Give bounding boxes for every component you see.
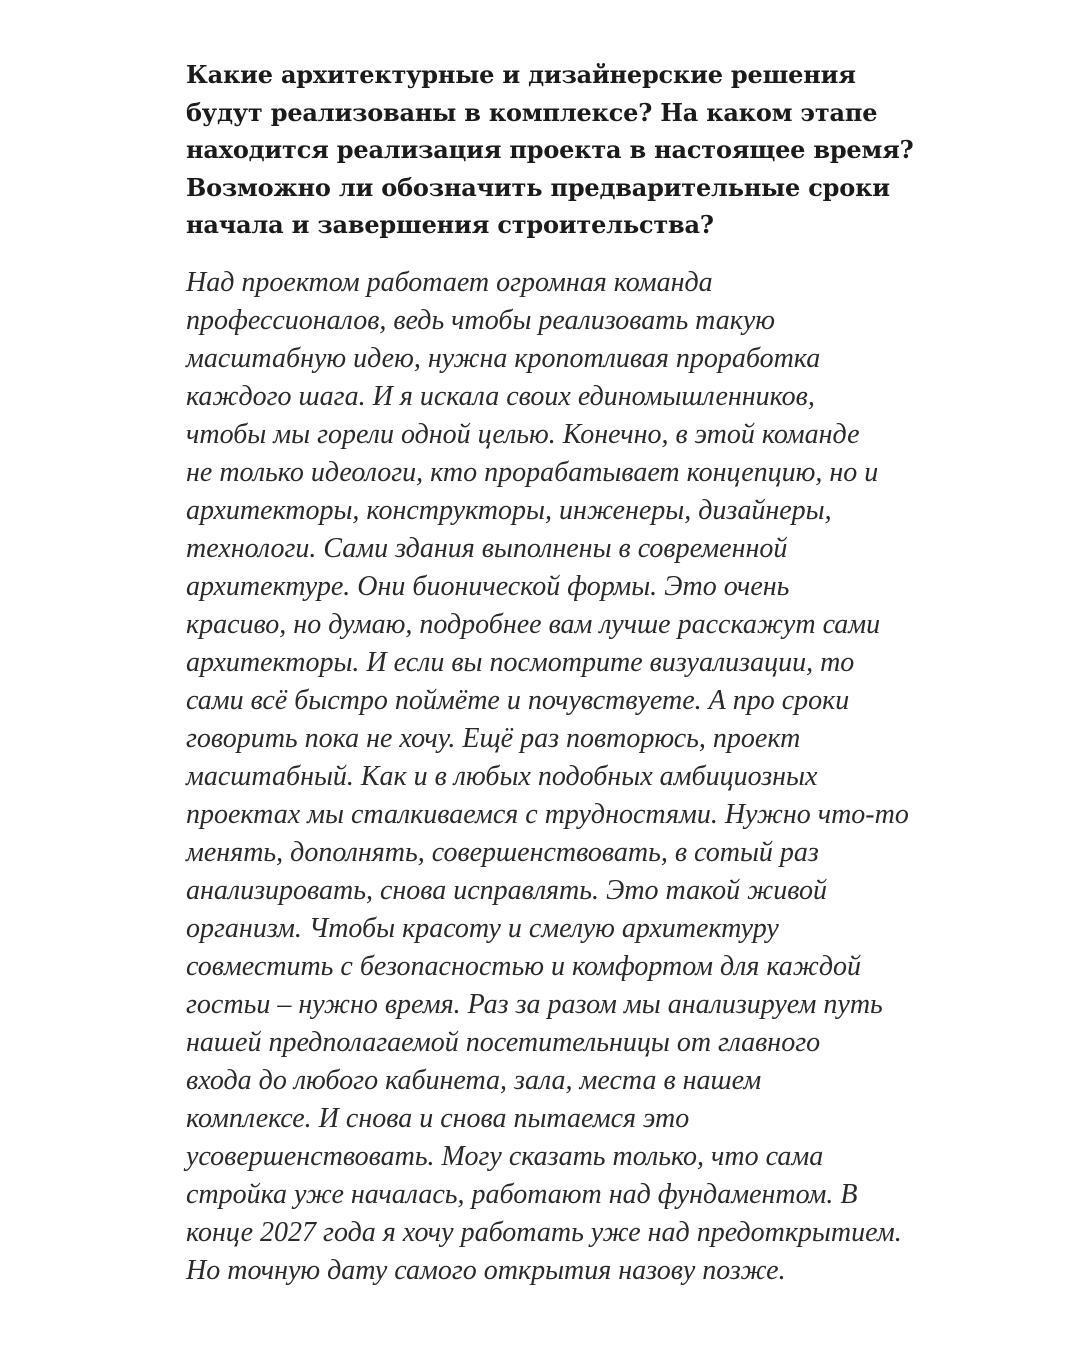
answer-line: анализировать, снова исправлять. Это такой живой <box>186 875 827 906</box>
answer-line: организм. Чтобы красоту и смелую архитектуру <box>186 913 779 944</box>
answer-line: технологи. Сами здания выполнены в современной <box>186 533 788 564</box>
interview-question <box>186 56 914 244</box>
answer-line: комплексе. И снова и снова пытаемся это <box>186 1103 690 1134</box>
answer-line: не только идеологи, кто прорабатывает концепцию, но и <box>186 457 879 488</box>
answer-line: стройка уже началась, работают над фундаментом. В <box>186 1179 858 1210</box>
answer-line: каждого шага. И я искала своих единомышленников, <box>186 381 815 412</box>
answer-line: усовершенствовать. Могу сказать только, что сама <box>186 1141 824 1172</box>
answer-line: проектах мы сталкиваемся с трудностями. Нужно что-то <box>186 799 909 830</box>
question-line: начала и завершения строительства? <box>186 210 714 240</box>
answer-line: архитектуре. Они бионической формы. Это очень <box>186 571 790 602</box>
answer-line: чтобы мы горели одной целью. Конечно, в этой команде <box>186 419 860 450</box>
answer-line: масштабную идею, нужна кропотливая проработка <box>186 343 821 374</box>
answer-line: архитекторы. И если вы посмотрите визуализации, то <box>186 647 855 678</box>
answer-line: профессионалов, ведь чтобы реализовать такую <box>186 305 776 336</box>
question-line: будут реализованы в комплексе? На каком этапе <box>186 97 878 127</box>
answer-line: входа до любого кабинета, зала, места в нашем <box>186 1065 762 1096</box>
answer-line: Над проектом работает огромная команда <box>186 267 713 298</box>
answer-line: сами всё быстро поймёте и почувствуете. А про сроки <box>186 685 850 716</box>
answer-line: гостьи – нужно время. Раз за разом мы анализируем путь <box>186 989 883 1020</box>
question-line: Возможно ли обозначить предварительные сроки <box>186 172 890 202</box>
question-line: Какие архитектурные и дизайнерские решения <box>186 60 856 89</box>
answer-line: нашей предполагаемой посетительницы от главного <box>186 1027 821 1058</box>
answer-line: менять, дополнять, совершенствовать, в сотый раз <box>186 837 819 868</box>
answer-line: конце 2027 года я хочу работать уже над предоткрытием. <box>186 1217 902 1248</box>
answer-line: совместить с безопасностью и комфортом для каждой <box>186 951 861 982</box>
question-line: находится реализация проекта в настоящее время? <box>186 135 914 165</box>
answer-line: говорить пока не хочу. Ещё раз повторюсь, проект <box>186 723 801 754</box>
answer-line: красиво, но думаю, подробнее вам лучше расскажут сами <box>186 609 881 640</box>
interview-answer <box>186 264 909 1290</box>
answer-line: масштабный. Как и в любых подобных амбициозных <box>186 761 818 792</box>
answer-line: архитекторы, конструкторы, инженеры, дизайнеры, <box>186 495 832 526</box>
answer-line: Но точную дату самого открытия назову позже. <box>186 1255 786 1286</box>
